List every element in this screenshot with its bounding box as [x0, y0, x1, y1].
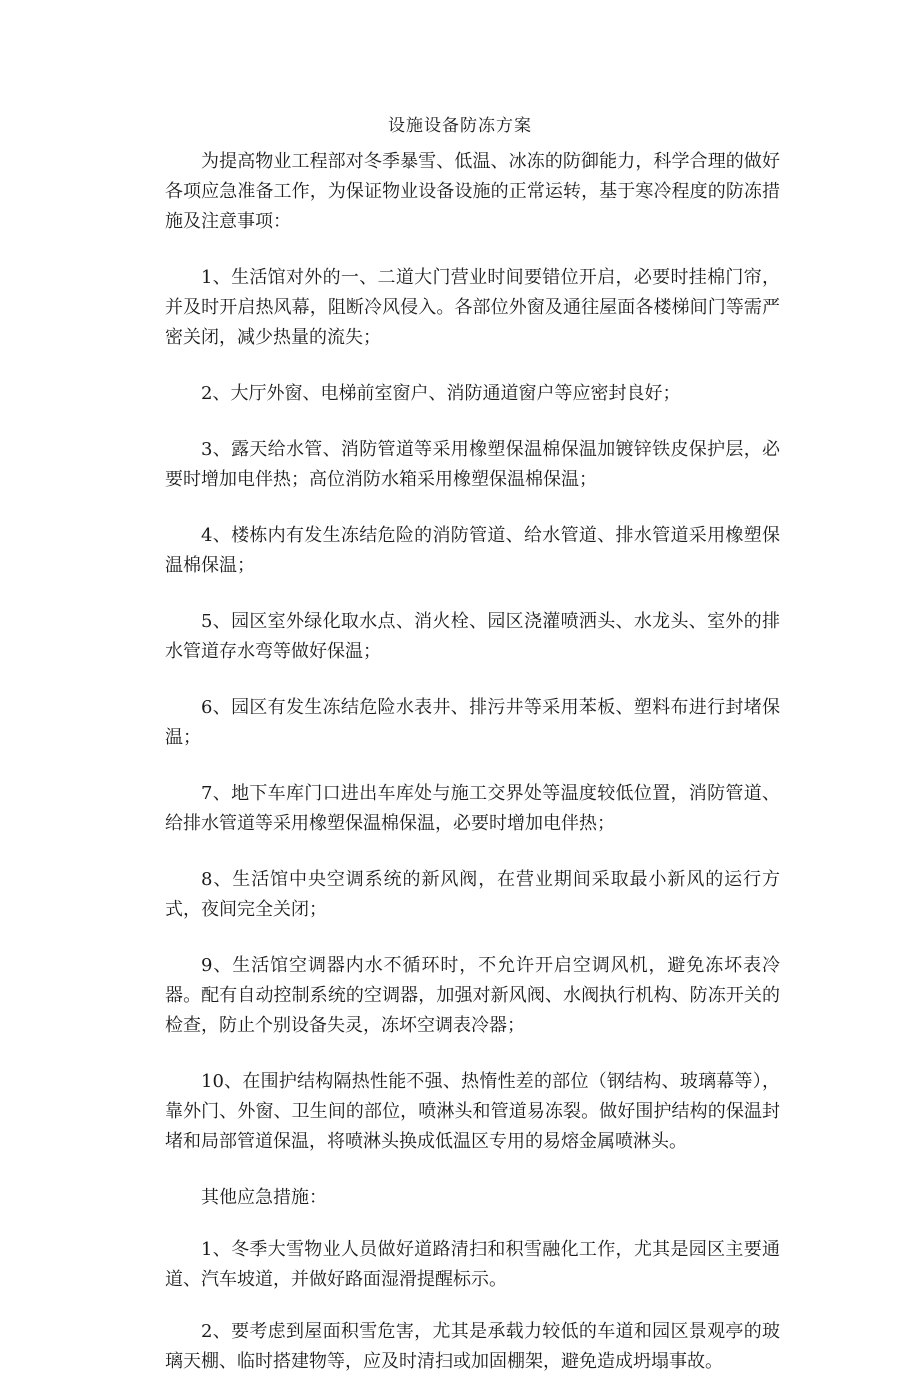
document-body [165, 147, 780, 1399]
measure-item-6: 6、园区有发生冻结危险水表井、排污井等采用苯板、塑料布进行封堵保温； [165, 697, 780, 748]
measure-item-1: 1、生活馆对外的一、二道大门营业时间要错位开启，必要时挂棉门帘，并及时开启热风幕，阻断冷风侵入。各部位外窗及通往屋面各楼梯间门等需严密关闭，减少热量的流失； [165, 267, 780, 348]
measure-item-4: 4、楼栋内有发生冻结危险的消防管道、给水管道、排水管道采用橡塑保温棉保温； [165, 525, 780, 576]
measure-item-2: 2、大厅外窗、电梯前室窗户、消防通道窗户等应密封良好； [201, 383, 681, 404]
measure-item-3: 3、露天给水管、消防管道等采用橡塑保温棉保温加镀锌铁皮保护层，必要时增加电伴热；高位消防水箱采用橡塑保温棉保温； [165, 439, 780, 490]
other-measure-item-2: 2、要考虑到屋面积雪危害，尤其是承载力较低的车道和园区景观亭的玻璃天棚、临时搭建物等，应及时清扫或加固棚架，避免造成坍塌事故。 [165, 1321, 780, 1372]
measure-item-5: 5、园区室外绿化取水点、消火栓、园区浇灌喷洒头、水龙头、室外的排水管道存水弯等做好保温； [165, 611, 780, 662]
measure-item-8: 8、生活馆中央空调系统的新风阀，在营业期间采取最小新风的运行方式，夜间完全关闭； [165, 869, 780, 920]
measure-item-9: 9、生活馆空调器内水不循环时，不允许开启空调风机，避免冻坏表冷器。配有自动控制系统的空调器，加强对新风阀、水阀执行机构、防冻开关的检查，防止个别设备失灵，冻坏空调表冷器； [165, 955, 780, 1036]
measure-item-7: 7、地下车库门口进出车库处与施工交界处等温度较低位置，消防管道、给排水管道等采用橡塑保温棉保温，必要时增加电伴热； [165, 783, 780, 834]
intro-paragraph: 为提高物业工程部对冬季暴雪、低温、冰冻的防御能力，科学合理的做好各项应急准备工作，为保证物业设备设施的正常运转，基于寒冷程度的防冻措施及注意事项： [165, 151, 780, 232]
document-title: 设施设备防冻方案 [388, 116, 532, 136]
other-measure-item-1: 1、冬季大雪物业人员做好道路清扫和积雪融化工作，尤其是园区主要通道、汽车坡道，并做好路面湿滑提醒标示。 [165, 1239, 780, 1290]
measure-item-10: 10、在围护结构隔热性能不强、热惰性差的部位（钢结构、玻璃幕等），靠外门、外窗、卫生间的部位，喷淋头和管道易冻裂。做好围护结构的保温封堵和局部管道保温，将喷淋头换成低温区专用的易熔金属喷淋头。 [165, 1071, 780, 1152]
other-measures-heading: 其他应急措施： [201, 1187, 327, 1208]
